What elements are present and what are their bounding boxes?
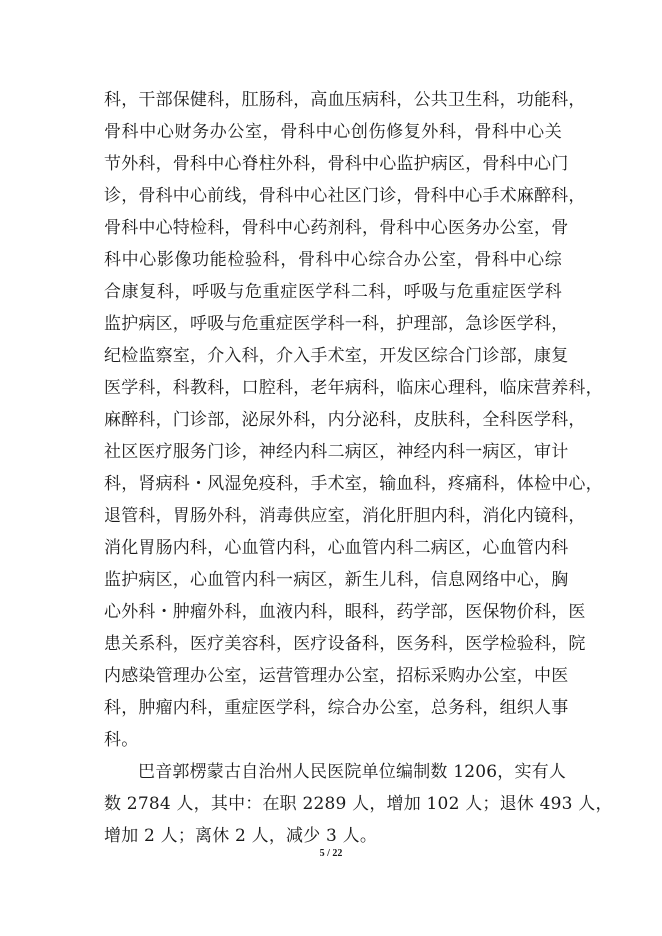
text-line: 科，干部保健科，肛肠科，高血压病科，公共卫生科，功能科，	[104, 90, 586, 110]
text-line: 合康复科，呼吸与危重症医学科二科，呼吸与危重症医学科	[104, 282, 562, 302]
text-line: 退管科，胃肠外科，消毒供应室，消化肝胆内科，消化内镜科，	[104, 506, 586, 526]
text-line: 节外科，骨科中心脊柱外科，骨科中心监护病区，骨科中心门	[104, 154, 569, 174]
text-line: 骨科中心特检科，骨科中心药剂科，骨科中心医务办公室，骨	[104, 218, 569, 238]
body-text	[104, 84, 613, 852]
text-line: 心外科・肿瘤外科，血液内科，眼科，药学部，医保物价科，医	[104, 602, 586, 622]
text-line: 监护病区，呼吸与危重症医学科一科，护理部，急诊医学科，	[104, 314, 569, 334]
text-line: 诊，骨科中心前线，骨科中心社区门诊，骨科中心手术麻醉科，	[104, 186, 586, 206]
text-line: 监护病区，心血管内科一病区，新生儿科，信息网络中心，胸	[104, 570, 569, 590]
text-line: 骨科中心财务办公室，骨科中心创伤修复外科，骨科中心关	[104, 122, 562, 142]
text-line: 麻醉科，门诊部，泌尿外科，内分泌科，皮肤科，全科医学科，	[104, 410, 586, 430]
text-line: 消化胃肠内科，心血管内科，心血管内科二病区，心血管内科	[104, 538, 569, 558]
text-line: 科，肿瘤内科，重症医学科，综合办公室，总务科，组织人事	[104, 698, 569, 718]
text-line: 增加 2 人；离休 2 人，减少 3 人。	[104, 826, 378, 846]
department-list-paragraph	[104, 84, 603, 756]
text-line: 社区医疗服务门诊，神经内科二病区，神经内科一病区，审计	[104, 442, 569, 462]
text-line: 内感染管理办公室，运营管理办公室，招标采购办公室，中医	[104, 666, 569, 686]
page-number: 5 / 22	[319, 848, 343, 859]
text-line: 医学科，科教科，口腔科，老年病科，临床心理科，临床营养科，	[104, 378, 603, 398]
text-line: 巴音郭楞蒙古自治州人民医院单位编制数 1206，实有人	[138, 762, 567, 782]
text-line: 患关系科，医疗美容科，医疗设备科，医务科，医学检验科，院	[104, 634, 586, 654]
text-line: 科，肾病科・风湿免疫科，手术室，输血科，疼痛科，体检中心，	[104, 474, 603, 494]
text-line: 数 2784 人，其中：在职 2289 人，增加 102 人；退休 493 人，	[104, 794, 613, 814]
text-line: 纪检监察室，介入科，介入手术室，开发区综合门诊部，康复	[104, 346, 569, 366]
staffing-paragraph	[104, 756, 613, 852]
text-line: 科。	[104, 730, 139, 750]
text-line: 科中心影像功能检验科，骨科中心综合办公室，骨科中心综	[104, 250, 562, 270]
